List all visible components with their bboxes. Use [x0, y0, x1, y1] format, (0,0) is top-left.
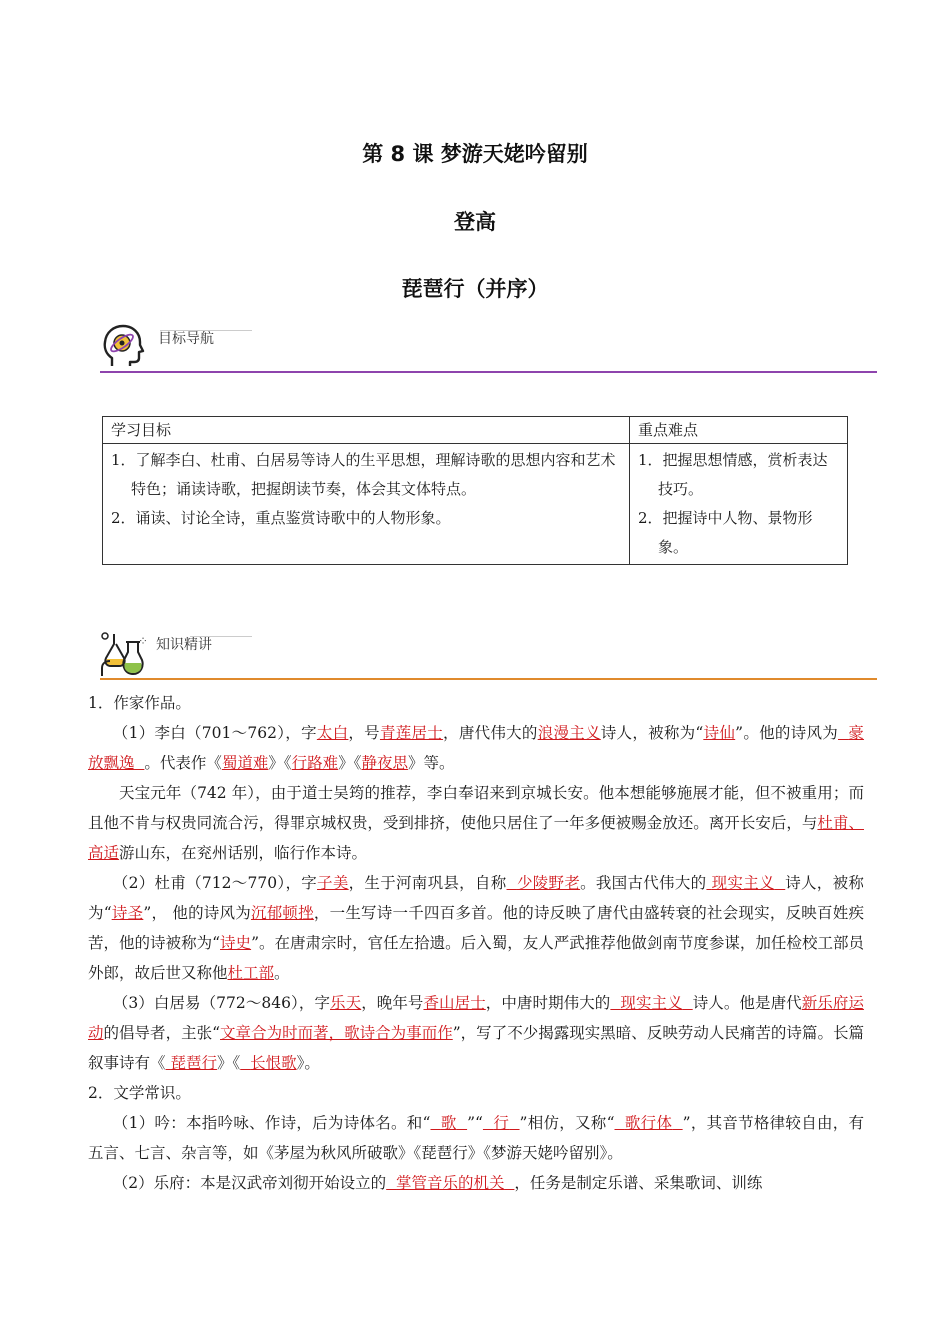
answer: 乐天 [330, 994, 362, 1012]
section-divider-purple [100, 371, 877, 373]
answer: 新乐府运动 [88, 994, 864, 1042]
section-label-knowledge: 知识精讲 [156, 637, 212, 653]
answer: 掌管音乐的机关 [396, 1174, 505, 1192]
answer: 少陵野老 [516, 874, 581, 892]
answer: 青莲居士 [379, 724, 444, 742]
goal-item: 1．了解李白、杜甫、白居易等诗人的生平思想，理解诗歌的思想内容和艺术特色；诵读诗歌，把握朗读节奏，体会其文体特点。 [111, 451, 616, 498]
lesson-title: 第 8 课 梦游天姥吟留别 [362, 142, 588, 166]
goals-table [102, 416, 848, 565]
answer: 诗史 [220, 934, 252, 952]
answer: 浪漫主义 [537, 724, 601, 742]
section-divider-orange [100, 678, 877, 680]
paragraph-li-bai: （1）李白（701～762），字太白，号青莲居士，唐代伟大的浪漫主义诗人，被称为“诗仙”。他的诗风为 豪放飘逸 。代表作《蜀道难》《行路难》《静夜思》等。 [88, 724, 864, 772]
answer: 蜀道难 [221, 754, 269, 772]
goals-header: 学习目标 [103, 417, 630, 444]
answer: 子美 [317, 874, 349, 892]
answer: 行 [493, 1114, 510, 1132]
answer: 歌 [440, 1114, 457, 1132]
head-gear-icon [100, 322, 146, 374]
focus-item: 1．把握思想情感，赏析表达技巧。 [638, 451, 828, 498]
paragraph-du-fu: （2）杜甫（712～770），字子美，生于河南巩县，自称 少陵野老。我国古代伟大的 现实主义 诗人，被称为“诗圣”， 他的诗风为沉郁顿挫，一生写诗一千四百多首。他的诗反映了唐代由盛转衰的社会现实，反映百姓疾苦，他的诗被称为“诗史”。在唐肃宗时，官任左拾遗。后入蜀，友人严武推荐他做剑南节度参谋，加任检校工部员外郎，故后世又称他杜工部。 [88, 874, 864, 982]
answer: 静夜思 [361, 754, 408, 772]
goal-item: 2．诵读、讨论全诗，重点鉴赏诗歌中的人物形象。 [111, 509, 451, 527]
section-label-topline [160, 330, 252, 331]
answer: 行路难 [291, 754, 339, 772]
paragraph-bai-juyi: （3）白居易（772～846），字乐天，晚年号香山居士，中唐时期伟大的 现实主义 诗人。他是唐代新乐府运动的倡导者，主张“文章合为时而著，歌诗合为事而作”，写了不少揭露现实黑暗、反映劳动人民痛苦的诗篇。长篇叙事诗有《 琵琶行》《 长恨歌》。 [88, 994, 864, 1072]
answer: 杜甫 [817, 814, 849, 832]
answer: 长恨歌 [250, 1054, 297, 1072]
sparkle-icon: ⁘ [138, 634, 149, 648]
knowledge-body [88, 688, 864, 1198]
answer: 歌行体 [624, 1114, 673, 1132]
answer: 杜工部 [227, 964, 275, 982]
focus-item: 2．把握诗中人物、景物形象。 [638, 509, 813, 556]
poem-title-denggao: 登高 [454, 210, 496, 234]
paragraph-li-bai-bio: 天宝元年（742 年），由于道士吴筠的推荐，李白奉诏来到京城长安。他本想能够施展才能，但不被重用；而且他不肯与权贵同流合污，得罪京城权贵，受到排挤，使他只居住了一年多便被赐金放还。离开长安后，与杜甫、高适游山东，在兖州话别，临行作本诗。 [88, 784, 864, 862]
section-label-topline [190, 636, 252, 637]
paragraph-yuefu: （2）乐府：本是汉武帝刘彻开始设立的 掌管音乐的机关 ，任务是制定乐谱、采集歌词、训练 [112, 1174, 763, 1192]
answer: 豪放飘逸 [88, 724, 864, 772]
answer: 诗仙 [703, 724, 736, 742]
answer: 现实主义 [620, 994, 683, 1012]
heading-literary-knowledge: 2．文学常识。 [88, 1084, 191, 1102]
answer: 琵琶行 [170, 1054, 217, 1072]
answer: 文章合为时而著，歌诗合为事而作 [220, 1024, 453, 1042]
heading-author-works: 1．作家作品。 [88, 694, 191, 712]
answer: 现实主义 [711, 874, 775, 892]
paragraph-yin: （1）吟：本指吟咏、作诗，后为诗体名。和“ 歌 ”“ 行 ”相仿，又称“ 歌行体 ”，其音节格律较自由，有五言、七言、杂言等，如《茅屋为秋风所破歌》《琵琶行》《梦游天姥吟留别》。 [88, 1114, 865, 1162]
answer: 太白 [316, 724, 349, 742]
answer: 高适 [88, 844, 120, 862]
focus-header: 重点难点 [630, 417, 848, 444]
section-label-goals: 目标导航 [158, 331, 214, 347]
poem-title-pipaxing: 琵琶行（并序） [401, 277, 549, 301]
answer: 沉郁顿挫 [250, 904, 314, 922]
answer: 香山居士 [423, 994, 486, 1012]
answer: 诗圣 [111, 904, 144, 922]
